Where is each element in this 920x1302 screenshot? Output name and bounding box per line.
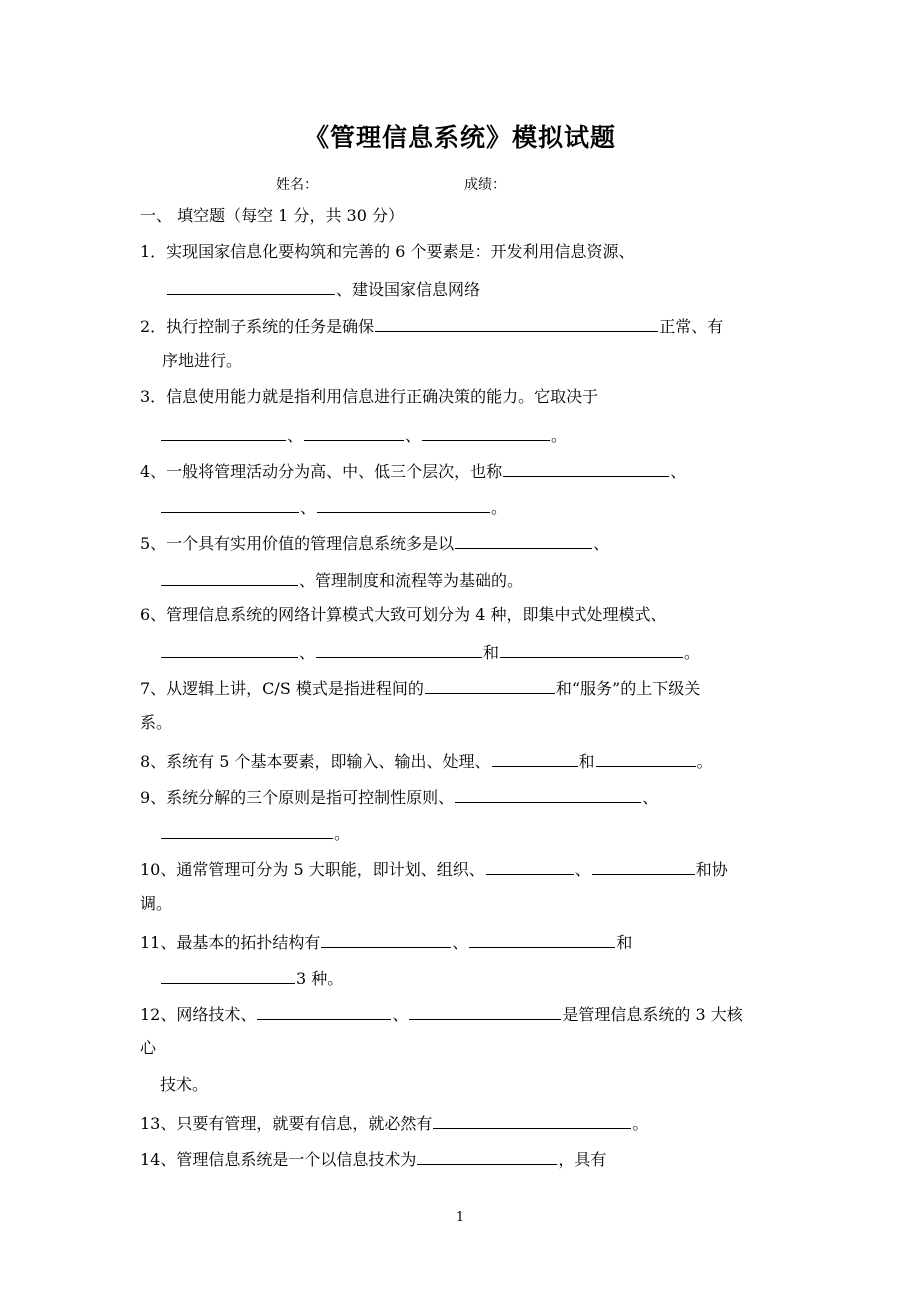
name-label: 姓名： [276,177,318,193]
question-2-line-2: 序地进行。 [162,351,243,370]
answer-blank[interactable] [161,821,333,839]
answer-blank[interactable] [503,459,669,477]
answer-blank[interactable] [486,857,574,875]
answer-blank[interactable] [316,640,482,658]
answer-blank[interactable] [596,749,696,767]
page-number: 1 [455,1210,465,1225]
page-title: 《管理信息系统》模拟试题 [303,123,616,152]
answer-blank[interactable] [161,423,286,441]
answer-blank[interactable] [469,930,615,948]
answer-blank[interactable] [492,749,578,767]
answer-blank[interactable] [304,423,404,441]
answer-blank[interactable] [425,676,555,694]
question-14-line-1: 14、管理信息系统是一个以信息技术为 ，具有 [140,1147,606,1169]
question-12-line-2: 心 [140,1038,157,1057]
question-12-line-3: 技术。 [160,1075,209,1094]
question-5-line-2: 、管理制度和流程等为基础的。 [160,568,523,590]
question-3-line-2: 、 、 。 [160,423,567,445]
question-10-line-1: 10、通常管理可分为 5 大职能，即计划、组织、 、 和协 [140,857,728,879]
answer-blank[interactable] [161,495,299,513]
question-5-line-1: 5、一个具有实用价值的管理信息系统多是以 、 [140,531,609,553]
answer-blank[interactable] [161,966,295,984]
score-label: 成绩： [464,177,506,193]
question-11-line-1: 11、最基本的拓扑结构有 、 和 [140,930,632,952]
question-1-line-1: 1．实现国家信息化要构筑和完善的 6 个要素是：开发利用信息资源、 [140,242,635,261]
answer-blank[interactable] [455,785,641,803]
question-9-line-1: 9、系统分解的三个原则是指可控制性原则、 、 [140,785,658,807]
question-11-line-2: 3 种。 [160,966,343,988]
section-heading: 一、 填空题（每空 1 分，共 30 分） [140,206,404,225]
answer-blank[interactable] [500,640,683,658]
answer-blank[interactable] [257,1002,391,1020]
answer-blank[interactable] [375,314,658,332]
question-3-line-1: 3．信息使用能力就是指利用信息进行正确决策的能力。它取决于 [140,387,599,406]
question-4-line-2: 、 。 [160,495,507,517]
question-10-line-2: 调。 [140,894,173,913]
question-2-line-1: 2．执行控制子系统的任务是确保 正常、有 [140,314,723,336]
answer-blank[interactable] [422,423,550,441]
question-8-line-1: 8、系统有 5 个基本要素，即输入、输出、处理、 和 。 [140,749,713,771]
answer-blank[interactable] [317,495,490,513]
question-7-line-2: 系。 [140,713,173,732]
question-6-line-2: 、 和 。 [160,640,700,662]
question-7-line-1: 7、从逻辑上讲，C/S 模式是指进程间的 和“服务”的上下级关 [140,676,700,698]
answer-blank[interactable] [455,531,592,549]
answer-blank[interactable] [161,568,298,586]
answer-blank[interactable] [321,930,451,948]
answer-blank[interactable] [167,277,335,295]
answer-blank[interactable] [433,1111,631,1129]
answer-blank[interactable] [161,640,298,658]
question-6-line-1: 6、管理信息系统的网络计算模式大致可划分为 4 种，即集中式处理模式、 [140,605,667,624]
answer-blank[interactable] [409,1002,561,1020]
question-12-line-1: 12、网络技术、 、 是管理信息系统的 3 大核 [140,1002,743,1024]
question-9-line-2: 。 [160,821,350,843]
answer-blank[interactable] [417,1147,557,1165]
question-1-line-2: 、建设国家信息网络 [166,277,480,299]
question-4-line-1: 4、一般将管理活动分为高、中、低三个层次，也称 、 [140,459,686,481]
answer-blank[interactable] [592,857,695,875]
question-13-line-1: 13、只要有管理，就要有信息，就必然有 。 [140,1111,648,1133]
